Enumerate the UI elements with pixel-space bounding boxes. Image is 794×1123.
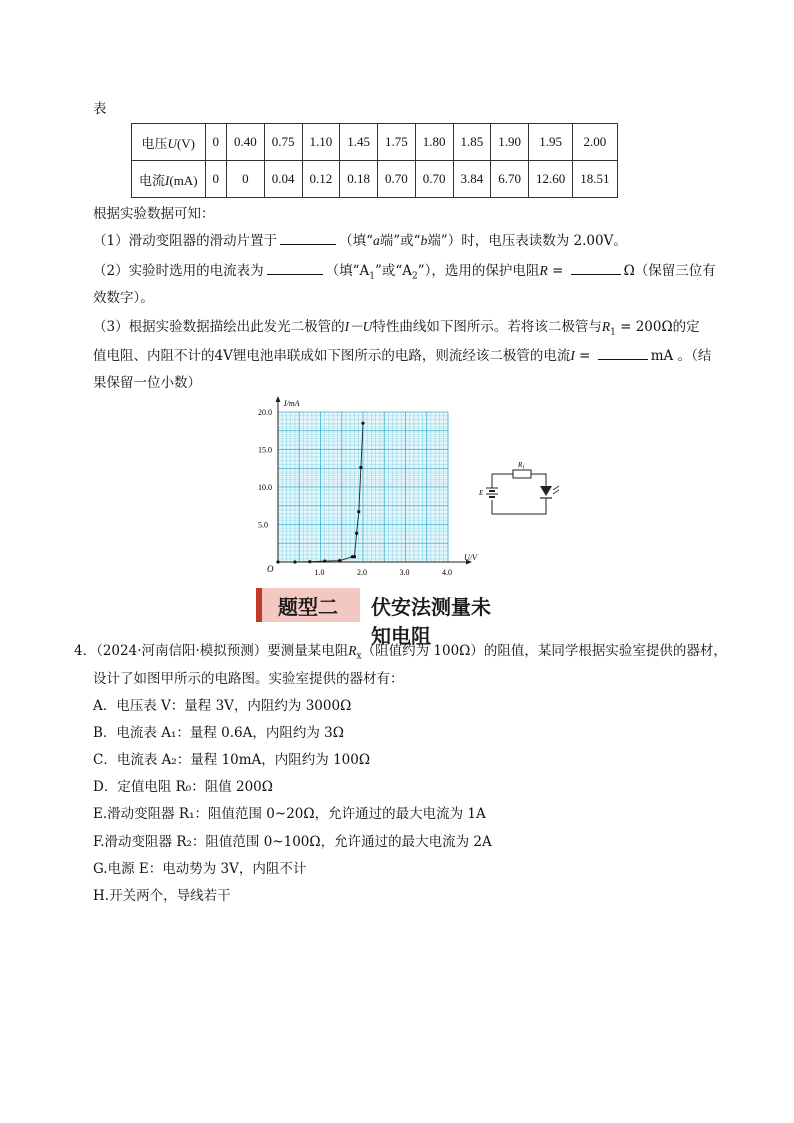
option-a: A．电压表 V：量程 3V，内阻约为 3000Ω: [93, 698, 352, 714]
current-cell: 0.12: [302, 161, 340, 198]
data-point: [357, 510, 360, 513]
option-g: G.电源 E：电动势为 3V，内阻不计: [93, 861, 307, 877]
data-point: [276, 560, 279, 563]
circuit-wire: [492, 474, 546, 514]
x-tick-label: 3.0: [399, 568, 410, 577]
question-3: [93, 315, 700, 338]
q3-answer-blank[interactable]: [598, 347, 648, 360]
q4-text-d: （阻值约为 100Ω）的阻值，某同学根据实验室提供的器材，: [361, 643, 727, 659]
q4-sub-c: x: [356, 651, 362, 662]
question-2-line2: 效数字）。: [93, 290, 154, 306]
option-f: F.滑动变阻器 R₂：阻值范围 0~100Ω，允许通过的最大电流为 2A: [93, 834, 492, 850]
question-2: [93, 259, 716, 282]
data-point: [355, 532, 358, 535]
q2-text-h: =: [547, 263, 568, 279]
data-point: [293, 560, 296, 563]
voltage-cell: 1.95: [529, 124, 573, 161]
x-tick-label: 4.0: [442, 568, 452, 577]
question-4: [74, 639, 727, 662]
q2-text-b: （填“A: [325, 263, 370, 279]
y-axis-label: I/mA: [284, 399, 300, 408]
q3-line2-text-b: I: [570, 348, 575, 363]
q3-sub-e: 1: [610, 327, 616, 338]
current-cell: 0: [227, 161, 265, 198]
banner-title: 伏安法测量未知电阻: [371, 595, 491, 648]
q2-text-d: ”或“A: [374, 263, 413, 279]
q1-text-b: （填“: [339, 233, 373, 249]
q1-text-a: （1）滑动变阻器的滑动片置于: [93, 233, 278, 249]
battery-symbol: [486, 488, 498, 497]
x-axis-label: U/V: [464, 553, 477, 562]
question-4-line2: 设计了如图甲所示的电路图。实验室提供的器材有：: [93, 671, 404, 687]
current-header: [132, 161, 206, 198]
question-1: [93, 229, 627, 249]
circuit-diagram: [476, 458, 566, 520]
current-cell: 6.70: [491, 161, 529, 198]
option-e: E.滑动变阻器 R₁：阻值范围 0~20Ω，允许通过的最大电流为 1A: [93, 806, 486, 822]
current-cell: 18.51: [573, 161, 617, 198]
intro-label: 表: [93, 101, 107, 117]
option-d: D．定值电阻 R₀：阻值 200Ω: [93, 779, 273, 795]
q2-text-g: R: [539, 263, 548, 278]
chart-grid: [278, 412, 448, 562]
data-point: [353, 555, 356, 558]
current-cell: 12.60: [529, 161, 573, 198]
current-cell: 0: [205, 161, 227, 198]
iu-chart: [258, 394, 484, 580]
data-point: [308, 560, 311, 563]
current-cell: 3.84: [453, 161, 491, 198]
q2-text-f: ”），选用的保护电阻: [417, 263, 540, 279]
banner-accent-bar: [256, 588, 262, 622]
current-header-var: I: [165, 172, 170, 188]
q2-text-a: （2）实验时选用的电流表为: [93, 263, 264, 279]
q1-text-f: 端”）时，电压表读数为 2.00V。: [427, 233, 627, 249]
voltage-header-var: U: [167, 135, 177, 151]
origin-label: O: [267, 564, 274, 574]
q4-text-a: 4．（2024·河南信阳·模拟预测）要测量某电阻: [74, 643, 349, 659]
data-point: [323, 560, 326, 563]
voltage-cell: 0.40: [227, 124, 265, 161]
q3-text-b: I－U: [344, 319, 373, 334]
q1-text-c: a: [373, 233, 380, 248]
voltage-cell: 1.75: [378, 124, 416, 161]
resistor-label: $R_1$: [518, 461, 525, 471]
data-point: [338, 559, 341, 562]
x-tick-label: 1.0: [314, 568, 325, 577]
question-3-line2: [93, 344, 711, 364]
voltage-cell: 1.10: [302, 124, 340, 161]
data-point: [359, 466, 362, 469]
voltage-cell: 1.85: [453, 124, 491, 161]
voltage-header: [132, 124, 206, 161]
section-banner: [256, 588, 496, 648]
current-row: [132, 161, 618, 198]
y-tick-label: 5.0: [258, 520, 268, 530]
current-cell: 0.04: [264, 161, 302, 198]
q3-text-d: R: [601, 319, 611, 334]
question-3-line3: 果保留一位小数）: [93, 375, 201, 391]
q2-answer-blank-1[interactable]: [267, 262, 323, 275]
current-cell: 0.70: [415, 161, 453, 198]
option-c: C．电流表 A₂：量程 10mA，内阻约为 100Ω: [93, 752, 371, 768]
voltage-header-text: 电压: [141, 135, 168, 151]
current-header-unit: (mA): [169, 172, 198, 188]
voltage-cell: 0: [205, 124, 227, 161]
data-point: [361, 422, 364, 425]
banner-type-label: 题型二: [278, 595, 338, 619]
y-tick-label: 20.0: [258, 408, 272, 417]
voltage-cell: 2.00: [573, 124, 617, 161]
q2-text-i: Ω（保留三位有: [623, 263, 716, 279]
y-tick-label: 10.0: [258, 483, 272, 492]
q2-sub-c: 1: [369, 271, 375, 282]
x-tick-label: 2.0: [357, 568, 367, 577]
q2-answer-blank-2[interactable]: [571, 262, 621, 275]
q1-answer-blank[interactable]: [280, 232, 336, 245]
current-cell: 0.18: [340, 161, 378, 198]
q3-line2-text-a: 值电阻、内阻不计的4V锂电池串联成如下图所示的电路，则流经该二极管的电流: [93, 348, 571, 364]
voltage-cell: 1.45: [340, 124, 378, 161]
voltage-cell: 1.90: [491, 124, 529, 161]
current-header-text: 电流: [139, 172, 166, 188]
led-icon: [540, 486, 559, 498]
option-b: B．电流表 A₁：量程 0.6A，内阻约为 3Ω: [93, 725, 344, 741]
q2-sub-e: 2: [412, 271, 418, 282]
voltage-cell: 0.75: [264, 124, 302, 161]
q3-text-f: = 200Ω的定: [615, 319, 700, 335]
voltage-header-unit: (V): [176, 135, 195, 151]
conclusion-intro: 根据实验数据可知：: [93, 206, 215, 222]
y-tick-label: 15.0: [258, 445, 272, 455]
q3-line2-text-d: mA 。（结: [650, 348, 712, 364]
voltage-row: [132, 124, 618, 161]
q3-line2-text-c: =: [574, 348, 595, 364]
q3-text-a: （3）根据实验数据描绘出此发光二极管的: [93, 319, 345, 335]
option-h: H.开关两个，导线若干: [93, 888, 231, 904]
current-cell: 0.70: [378, 161, 416, 198]
voltage-cell: 1.80: [415, 124, 453, 161]
q1-text-d: 端”或“: [379, 233, 421, 249]
q1-text-e: b: [420, 233, 428, 248]
q3-text-c: 特性曲线如下图所示。若将该二极管与: [372, 319, 602, 335]
data-table: [131, 123, 618, 198]
source-label: E: [479, 489, 484, 497]
q4-text-b: R: [348, 643, 357, 658]
resistor-symbol: [513, 470, 531, 478]
